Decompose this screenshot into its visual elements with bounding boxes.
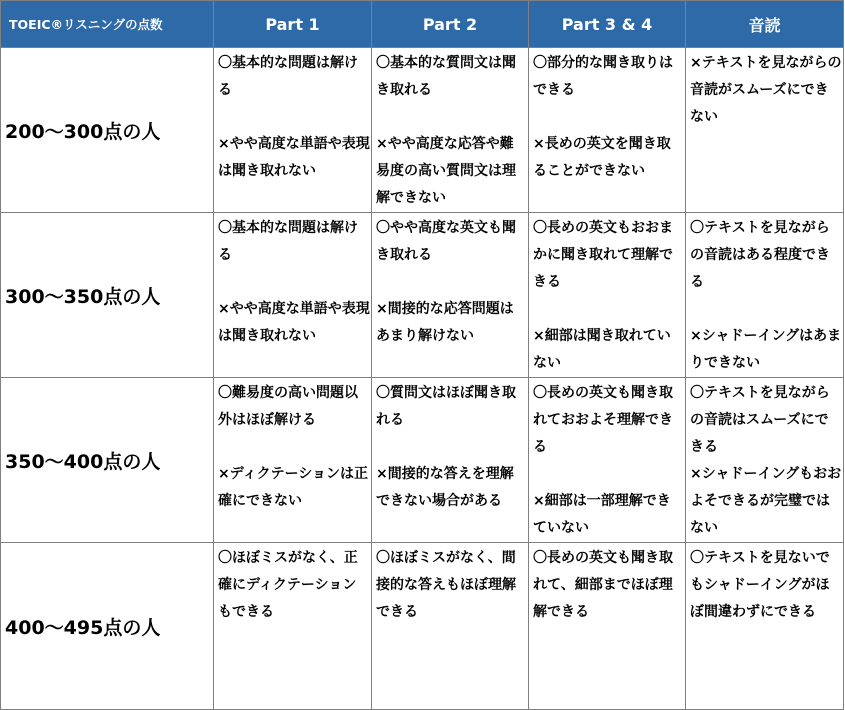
table-cell: 〇難易度の高い問題以外はほぼ解ける ×ディクテーションは正確にできない: [214, 378, 372, 543]
table-cell: 〇ほぼミスがなく、正確にディクテーションもできる: [214, 543, 372, 710]
table-cell: 〇質問文はほぼ聞き取れる ×間接的な答えを理解できない場合がある: [372, 378, 529, 543]
table-cell: 〇基本的な問題は解ける ×やや高度な単語や表現は聞き取れない: [214, 48, 372, 213]
row-label: 350〜400点の人: [1, 378, 214, 543]
row-label: 200〜300点の人: [1, 48, 214, 213]
table-cell: 〇長めの英文も聞き取れておおよそ理解できる ×細部は一部理解できていない: [529, 378, 686, 543]
header-part2: Part 2: [372, 1, 529, 48]
table-cell: 〇ほぼミスがなく、間接的な答えもほぼ理解できる: [372, 543, 529, 710]
table-header: [1, 1, 844, 48]
header-ondoku: 音読: [686, 1, 844, 48]
table-cell: 〇テキストを見ながらの音読はある程度できる ×シャドーイングはあまりできない: [686, 213, 844, 378]
header-part3-4: Part 3 & 4: [529, 1, 686, 48]
table-cell: 〇部分的な聞き取りはできる ×長めの英文を聞き取ることができない: [529, 48, 686, 213]
row-label: 400〜495点の人: [1, 543, 214, 710]
header-part1: Part 1: [214, 1, 372, 48]
table-cell: ×テキストを見ながらの音読がスムーズにできない: [686, 48, 844, 213]
table-cell: 〇テキストを見ないでもシャドーイングがほぼ間違わずにできる: [686, 543, 844, 710]
header-row: [1, 1, 844, 48]
table-cell: 〇長めの英文もおおまかに聞き取れて理解できる ×細部は聞き取れていない: [529, 213, 686, 378]
header-score-label: TOEIC®リスニングの点数: [1, 1, 214, 48]
table-row: [1, 48, 844, 213]
table-body: [1, 48, 844, 710]
table-row: [1, 543, 844, 710]
table-cell: 〇テキストを見ながらの音読はスムーズにできる ×シャドーイングもおおよそできるが完璧ではない: [686, 378, 844, 543]
table-cell: 〇長めの英文も聞き取れて、細部までほぼ理解できる: [529, 543, 686, 710]
table-cell: 〇基本的な問題は解ける ×やや高度な単語や表現は聞き取れない: [214, 213, 372, 378]
table-row: [1, 378, 844, 543]
table-cell: 〇基本的な質問文は聞き取れる ×やや高度な応答や難易度の高い質問文は理解できない: [372, 48, 529, 213]
table-cell: 〇やや高度な英文も聞き取れる ×間接的な応答問題はあまり解けない: [372, 213, 529, 378]
table-row: [1, 213, 844, 378]
row-label: 300〜350点の人: [1, 213, 214, 378]
